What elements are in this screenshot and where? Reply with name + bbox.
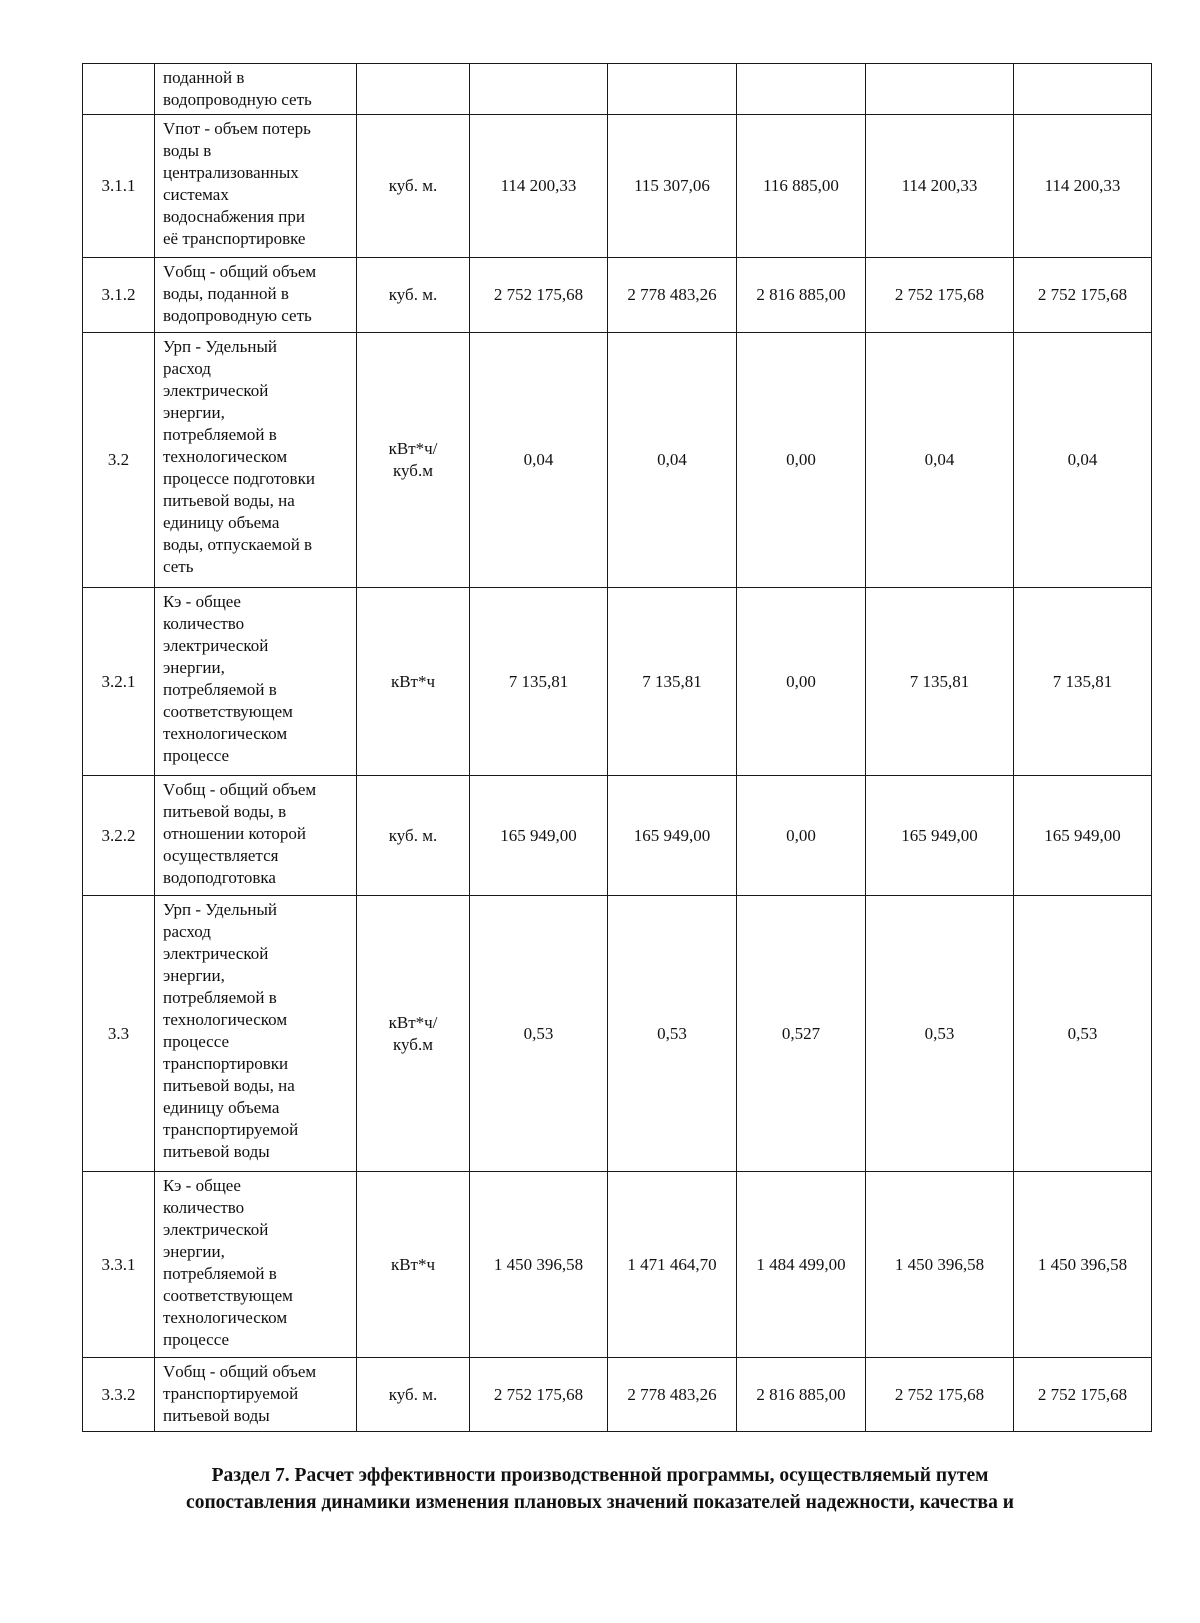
row-code: 3.1.1 bbox=[83, 115, 155, 258]
row-indicator-name: Урп - Удельный расход электрической энергии, потребляемой в технологическом процессе транспортировки питьевой воды, на единицу объема транспортируемой питьевой воды bbox=[155, 896, 357, 1172]
row-code: 3.2.1 bbox=[83, 588, 155, 776]
table-row bbox=[83, 776, 1152, 896]
row-value-3: 2 816 885,00 bbox=[737, 258, 866, 333]
row-indicator-name: Vобщ - общий объем воды, поданной в водопроводную сеть bbox=[155, 258, 357, 333]
row-value-3: 2 816 885,00 bbox=[737, 1358, 866, 1432]
row-value-4 bbox=[866, 64, 1014, 115]
section-heading-line-1: Раздел 7. Расчет эффективности производственной программы, осуществляемый путем bbox=[211, 1465, 989, 1486]
row-value-3: 0,00 bbox=[737, 776, 866, 896]
row-indicator-name: Vпот - объем потерь воды в централизованных системах водоснабжения при eё транспортировке bbox=[155, 115, 357, 258]
row-value-2: 1 471 464,70 bbox=[608, 1172, 737, 1358]
table-row bbox=[83, 1172, 1152, 1358]
row-unit bbox=[357, 64, 470, 115]
section-heading bbox=[60, 1462, 1140, 1516]
row-value-1: 1 450 396,58 bbox=[470, 1172, 608, 1358]
table-row bbox=[83, 588, 1152, 776]
row-unit: кВт*ч bbox=[357, 588, 470, 776]
row-value-2: 2 778 483,26 bbox=[608, 258, 737, 333]
row-value-2: 0,04 bbox=[608, 333, 737, 588]
row-value-5: 2 752 175,68 bbox=[1014, 1358, 1152, 1432]
row-unit: кВт*ч/ куб.м bbox=[357, 333, 470, 588]
row-code: 3.2 bbox=[83, 333, 155, 588]
table-row bbox=[83, 896, 1152, 1172]
row-value-1: 2 752 175,68 bbox=[470, 1358, 608, 1432]
row-indicator-name: Vобщ - общий объем питьевой воды, в отношении которой осуществляется водоподготовка bbox=[155, 776, 357, 896]
row-value-1: 165 949,00 bbox=[470, 776, 608, 896]
row-code: 3.2.2 bbox=[83, 776, 155, 896]
row-value-1: 0,53 bbox=[470, 896, 608, 1172]
row-unit: куб. м. bbox=[357, 776, 470, 896]
row-indicator-name: Кэ - общее количество электрической энергии, потребляемой в соответствующем технологическом процессе bbox=[155, 588, 357, 776]
row-value-2 bbox=[608, 64, 737, 115]
indicators-table bbox=[82, 63, 1152, 1432]
table-row bbox=[83, 115, 1152, 258]
row-indicator-name: Урп - Удельный расход электрической энергии, потребляемой в технологическом процессе подготовки питьевой воды, на единицу объема воды, отпускаемой в сеть bbox=[155, 333, 357, 588]
row-value-3 bbox=[737, 64, 866, 115]
row-code bbox=[83, 64, 155, 115]
row-value-5: 0,04 bbox=[1014, 333, 1152, 588]
row-value-1: 2 752 175,68 bbox=[470, 258, 608, 333]
row-value-2: 115 307,06 bbox=[608, 115, 737, 258]
row-value-3: 0,00 bbox=[737, 588, 866, 776]
row-value-5: 1 450 396,58 bbox=[1014, 1172, 1152, 1358]
row-unit: куб. м. bbox=[357, 115, 470, 258]
row-value-2: 0,53 bbox=[608, 896, 737, 1172]
row-value-3: 116 885,00 bbox=[737, 115, 866, 258]
row-value-1: 114 200,33 bbox=[470, 115, 608, 258]
table-row bbox=[83, 333, 1152, 588]
row-value-1: 7 135,81 bbox=[470, 588, 608, 776]
row-code: 3.1.2 bbox=[83, 258, 155, 333]
table-row bbox=[83, 258, 1152, 333]
row-value-4: 1 450 396,58 bbox=[866, 1172, 1014, 1358]
row-value-4: 165 949,00 bbox=[866, 776, 1014, 896]
row-unit: кВт*ч/ куб.м bbox=[357, 896, 470, 1172]
row-code: 3.3.1 bbox=[83, 1172, 155, 1358]
row-value-5: 0,53 bbox=[1014, 896, 1152, 1172]
row-value-4: 114 200,33 bbox=[866, 115, 1014, 258]
table-row bbox=[83, 64, 1152, 115]
row-value-5: 2 752 175,68 bbox=[1014, 258, 1152, 333]
section-heading-line-2: сопоставления динамики изменения плановых значений показателей надежности, качества и bbox=[186, 1492, 1014, 1513]
row-value-1 bbox=[470, 64, 608, 115]
row-value-2: 165 949,00 bbox=[608, 776, 737, 896]
row-indicator-name: Кэ - общее количество электрической энергии, потребляемой в соответствующем технологическом процессе bbox=[155, 1172, 357, 1358]
row-unit: куб. м. bbox=[357, 258, 470, 333]
row-value-4: 7 135,81 bbox=[866, 588, 1014, 776]
row-value-2: 2 778 483,26 bbox=[608, 1358, 737, 1432]
row-value-4: 0,04 bbox=[866, 333, 1014, 588]
table-row bbox=[83, 1358, 1152, 1432]
row-value-2: 7 135,81 bbox=[608, 588, 737, 776]
row-value-1: 0,04 bbox=[470, 333, 608, 588]
row-value-3: 1 484 499,00 bbox=[737, 1172, 866, 1358]
row-value-4: 2 752 175,68 bbox=[866, 1358, 1014, 1432]
row-code: 3.3.2 bbox=[83, 1358, 155, 1432]
row-unit: кВт*ч bbox=[357, 1172, 470, 1358]
row-unit: куб. м. bbox=[357, 1358, 470, 1432]
row-value-4: 0,53 bbox=[866, 896, 1014, 1172]
row-indicator-name: поданной в водопроводную сеть bbox=[155, 64, 357, 115]
row-code: 3.3 bbox=[83, 896, 155, 1172]
row-indicator-name: Vобщ - общий объем транспортируемой питьевой воды bbox=[155, 1358, 357, 1432]
row-value-3: 0,00 bbox=[737, 333, 866, 588]
row-value-5 bbox=[1014, 64, 1152, 115]
row-value-5: 114 200,33 bbox=[1014, 115, 1152, 258]
row-value-5: 165 949,00 bbox=[1014, 776, 1152, 896]
row-value-3: 0,527 bbox=[737, 896, 866, 1172]
row-value-5: 7 135,81 bbox=[1014, 588, 1152, 776]
row-value-4: 2 752 175,68 bbox=[866, 258, 1014, 333]
table-body bbox=[83, 64, 1152, 1432]
